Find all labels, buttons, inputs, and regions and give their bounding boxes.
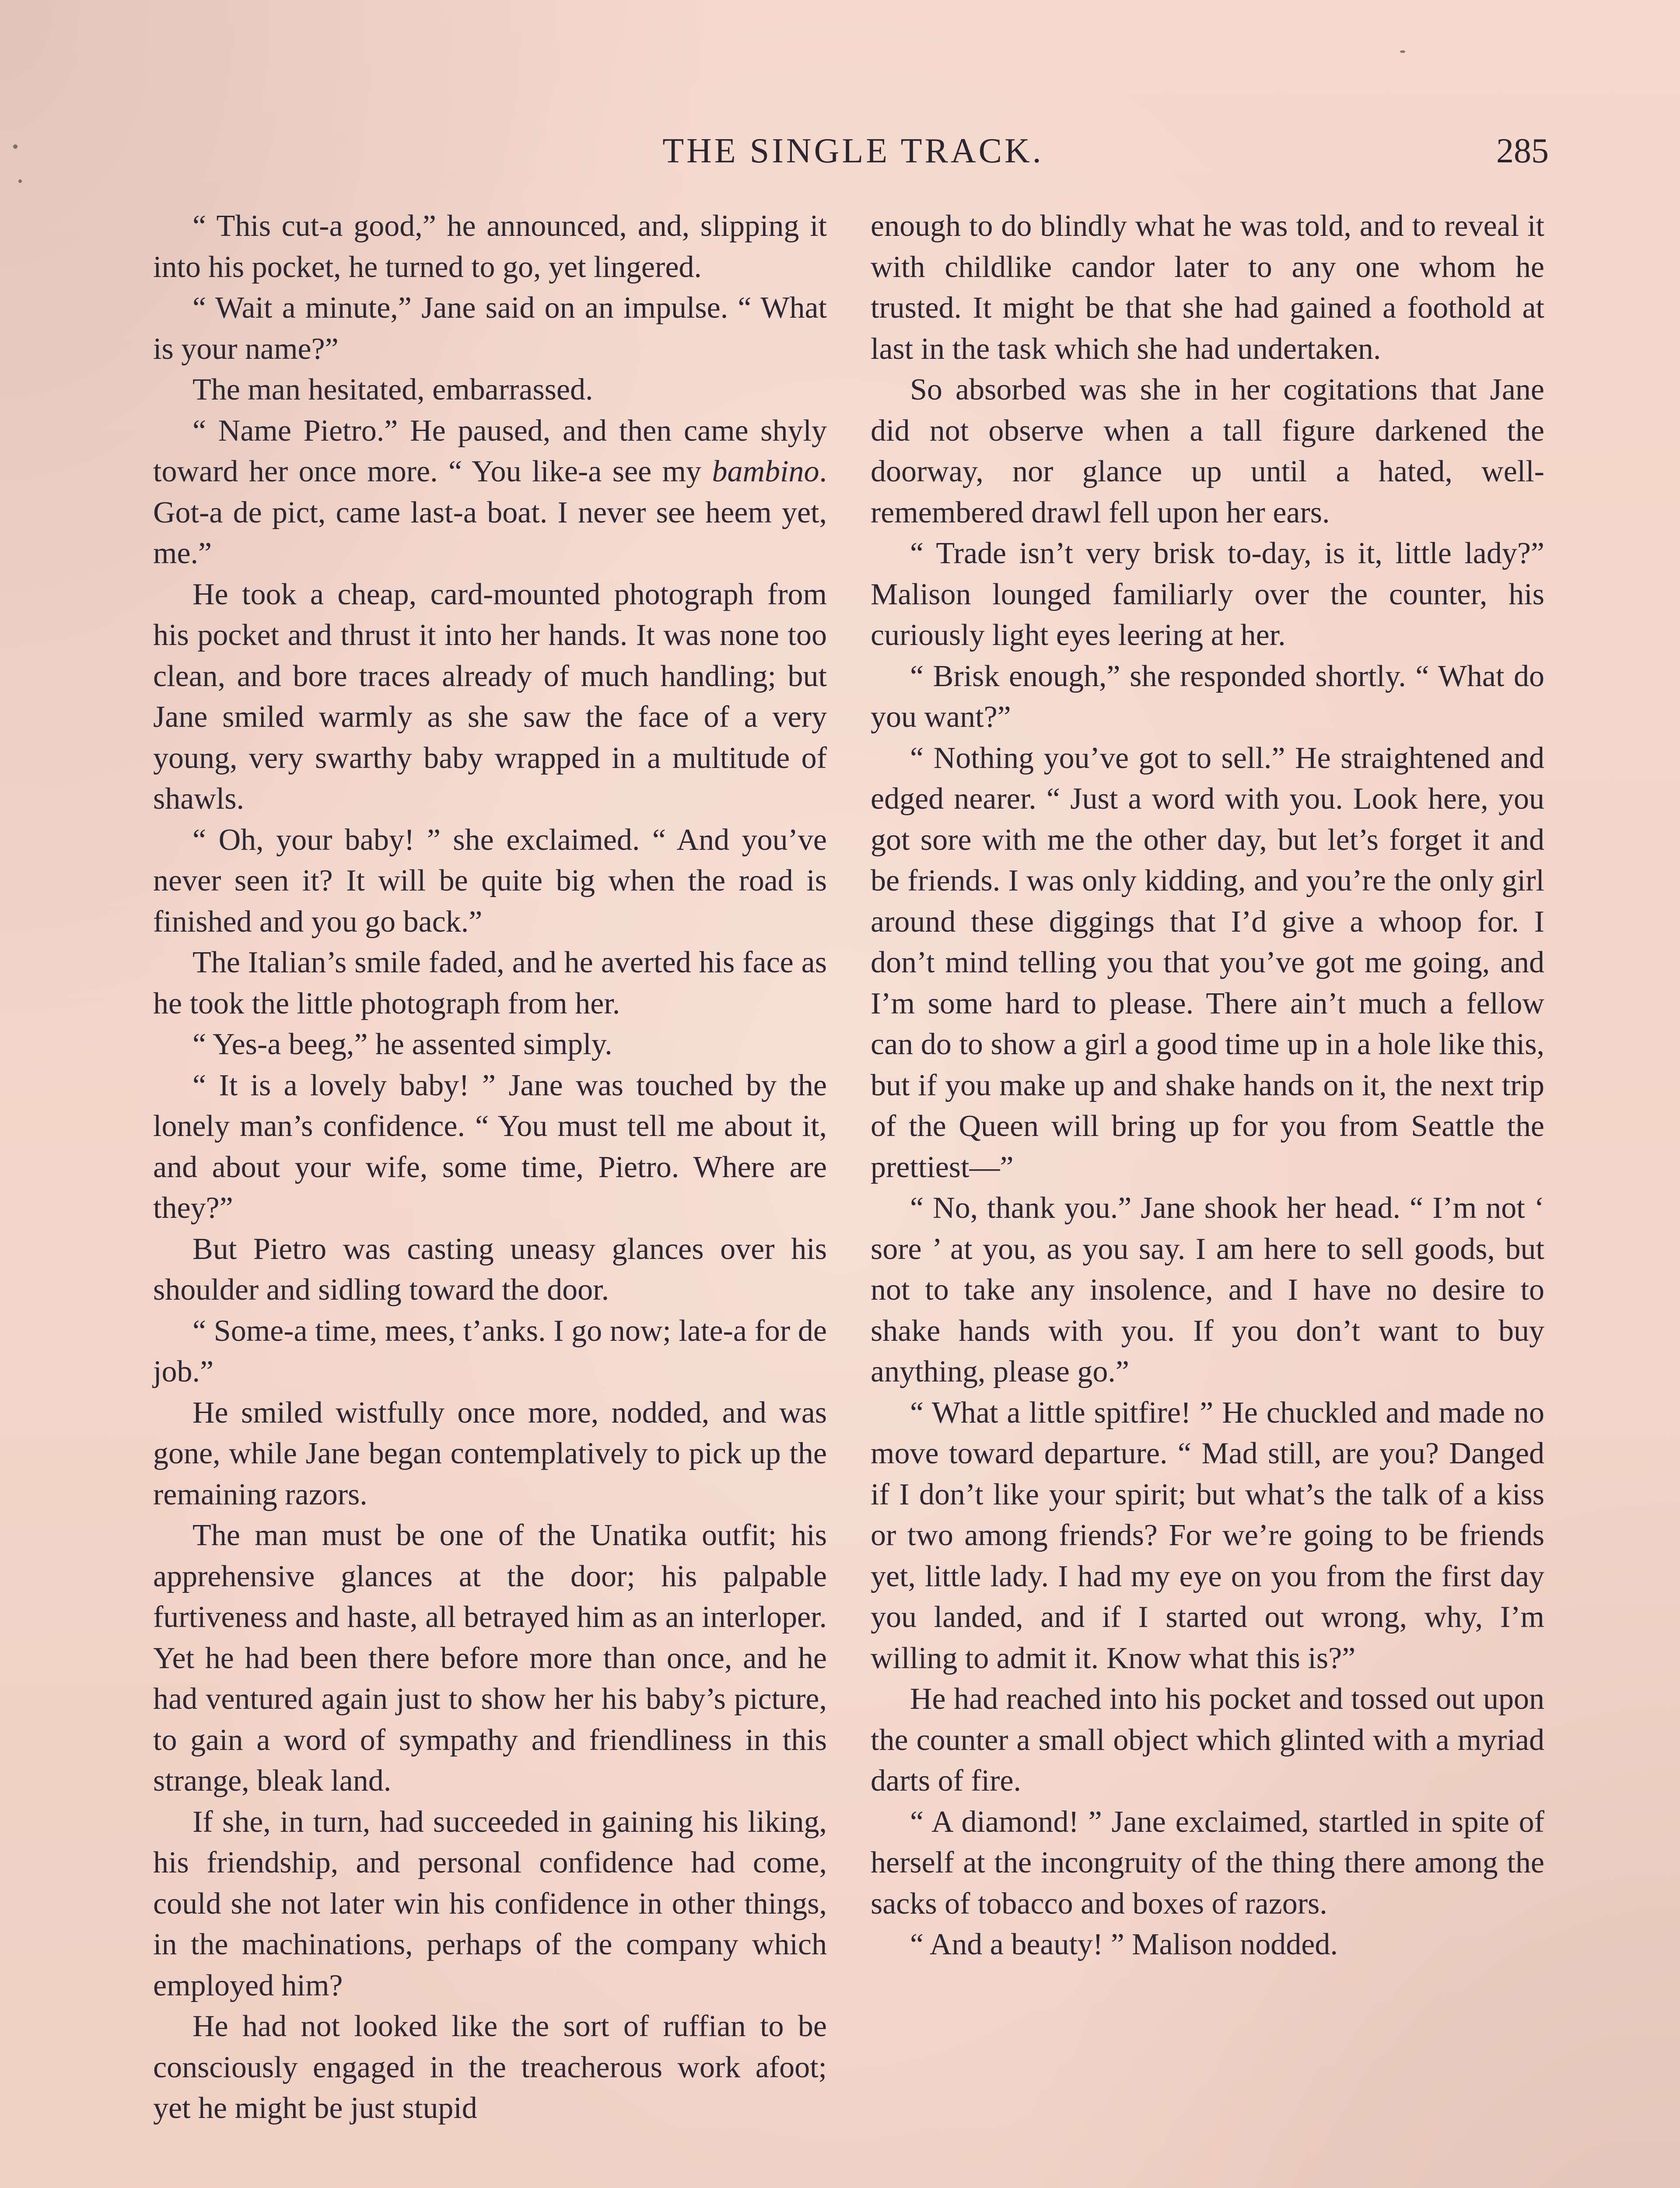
paragraph: “ Nothing you’ve got to sell.” He straightened and edged nearer. “ Just a word with you. Look here, you got sore with me the other day, but let’s forget it and be friends. I was only kidding, and you’re the only girl around these diggings that I’d give a whoop for. I don’t mind telling you that you’ve got me going, and I’m some hard to please. There ain’t much a fellow can do to show a girl a good time up in a hole like this, but if you make up and shake hands on it, the next trip of the Queen will bring up for you from Seattle the prettiest—”: [871, 741, 1544, 1184]
left-column: [153, 206, 827, 2129]
paragraph: “ And a beauty! ” Malison nodded.: [910, 1928, 1338, 1961]
paragraph: “ Name Pietro.” He paused, and then came shyly toward her once more. “ You like-a see my bambino. Got-a de pict, came last-a boat. I never see heem yet, me.”: [153, 414, 827, 570]
paragraph: So absorbed was she in her cogitations that Jane did not observe when a tall figure darkened the doorway, nor glance up until a hated, well-remembered drawl fell upon her ears.: [871, 373, 1544, 529]
page-speck: [13, 144, 18, 149]
paragraph: “ Oh, your baby! ” she exclaimed. “ And you’ve never seen it? It will be quite big when the road is finished and you go back.”: [153, 823, 827, 939]
paragraph: “ Brisk enough,” she responded shortly. “ What do you want?”: [871, 659, 1544, 734]
running-title: THE SINGLE TRACK.: [662, 132, 1044, 170]
page-speck: [1400, 50, 1405, 53]
paragraph: The man hesitated, embarrassed.: [192, 373, 593, 407]
paragraph: But Pietro was casting uneasy glances over his shoulder and sidling toward the door.: [153, 1232, 827, 1307]
italic-word: bambino: [712, 455, 819, 488]
paragraph: If she, in turn, had succeeded in gaining his liking, his friendship, and personal confidence had come, could she not later win his confidence in other things, in the machinations, perhaps of the company which employed him?: [153, 1805, 827, 2002]
paragraph: “ Trade isn’t very brisk to-day, is it, little lady?” Malison lounged familiarly over the counter, his curiously light eyes leering at her.: [871, 536, 1544, 652]
running-head: [158, 131, 1549, 179]
paragraph: He had reached into his pocket and tossed out upon the counter a small object which glinted with a myriad darts of fire.: [871, 1682, 1544, 1798]
paragraph: “ It is a lovely baby! ” Jane was touched by the lonely man’s confidence. “ You must tell me about it, and about your wife, some time, Pietro. Where are they?”: [153, 1068, 827, 1225]
paragraph: enough to do blindly what he was told, and to reveal it with childlike candor later to any one whom he trusted. It might be that she had gained a foothold at last in the task which she had undertaken.: [871, 209, 1544, 366]
page-number: 285: [1496, 132, 1549, 170]
paragraph: He smiled wistfully once more, nodded, and was gone, while Jane began contemplatively to pick up the remaining razors.: [153, 1396, 827, 1511]
paragraph: He took a cheap, card-mounted photograph from his pocket and thrust it into her hands. It was none too clean, and bore traces already of much handling; but Jane smiled warmly as she saw the face of a very young, very swarthy baby wrapped in a multitude of shawls.: [153, 577, 827, 816]
paragraph: “ A diamond! ” Jane exclaimed, startled in spite of herself at the incongruity of the thing there among the sacks of tobacco and boxes of razors.: [871, 1805, 1544, 1921]
page-speck: [18, 179, 22, 183]
paragraph: “ What a little spitfire! ” He chuckled and made no move toward departure. “ Mad still, are you? Danged if I don’t like your spirit; but what’s the talk of a kiss or two among friends? For we’re going to be friends yet, little lady. I had my eye on you from the first day you landed, and if I started out wrong, why, I’m willing to admit it. Know what this is?”: [871, 1396, 1544, 1675]
paragraph: The man must be one of the Unatika outfit; his apprehensive glances at the door; his palpable furtiveness and haste, all betrayed him as an interloper. Yet he had been there before more than once, and he had ventured again just to show her his baby’s picture, to gain a word of sympathy and friendliness in this strange, bleak land.: [153, 1518, 827, 1798]
right-column: [871, 206, 1544, 1965]
paragraph: He had not looked like the sort of ruffian to be consciously engaged in the treacherous work afoot; yet he might be just stupid: [153, 2009, 827, 2125]
paragraph: “ Some-a time, mees, t’anks. I go now; late-a for de job.”: [153, 1314, 827, 1389]
paragraph: The Italian’s smile faded, and he averted his face as he took the little photograph from her.: [153, 946, 827, 1020]
paragraph: “ This cut-a good,” he announced, and, slipping it into his pocket, he turned to go, yet lingered.: [153, 209, 827, 284]
paragraph: “ Wait a minute,” Jane said on an impulse. “ What is your name?”: [153, 291, 827, 366]
paragraph: “ Yes-a beeg,” he assented simply.: [192, 1027, 612, 1061]
paragraph: “ No, thank you.” Jane shook her head. “ I’m not ‘ sore ’ at you, as you say. I am here to sell goods, but not to take any insolence, and I have no desire to shake hands with you. If you don’t want to buy anything, please go.”: [871, 1191, 1544, 1389]
